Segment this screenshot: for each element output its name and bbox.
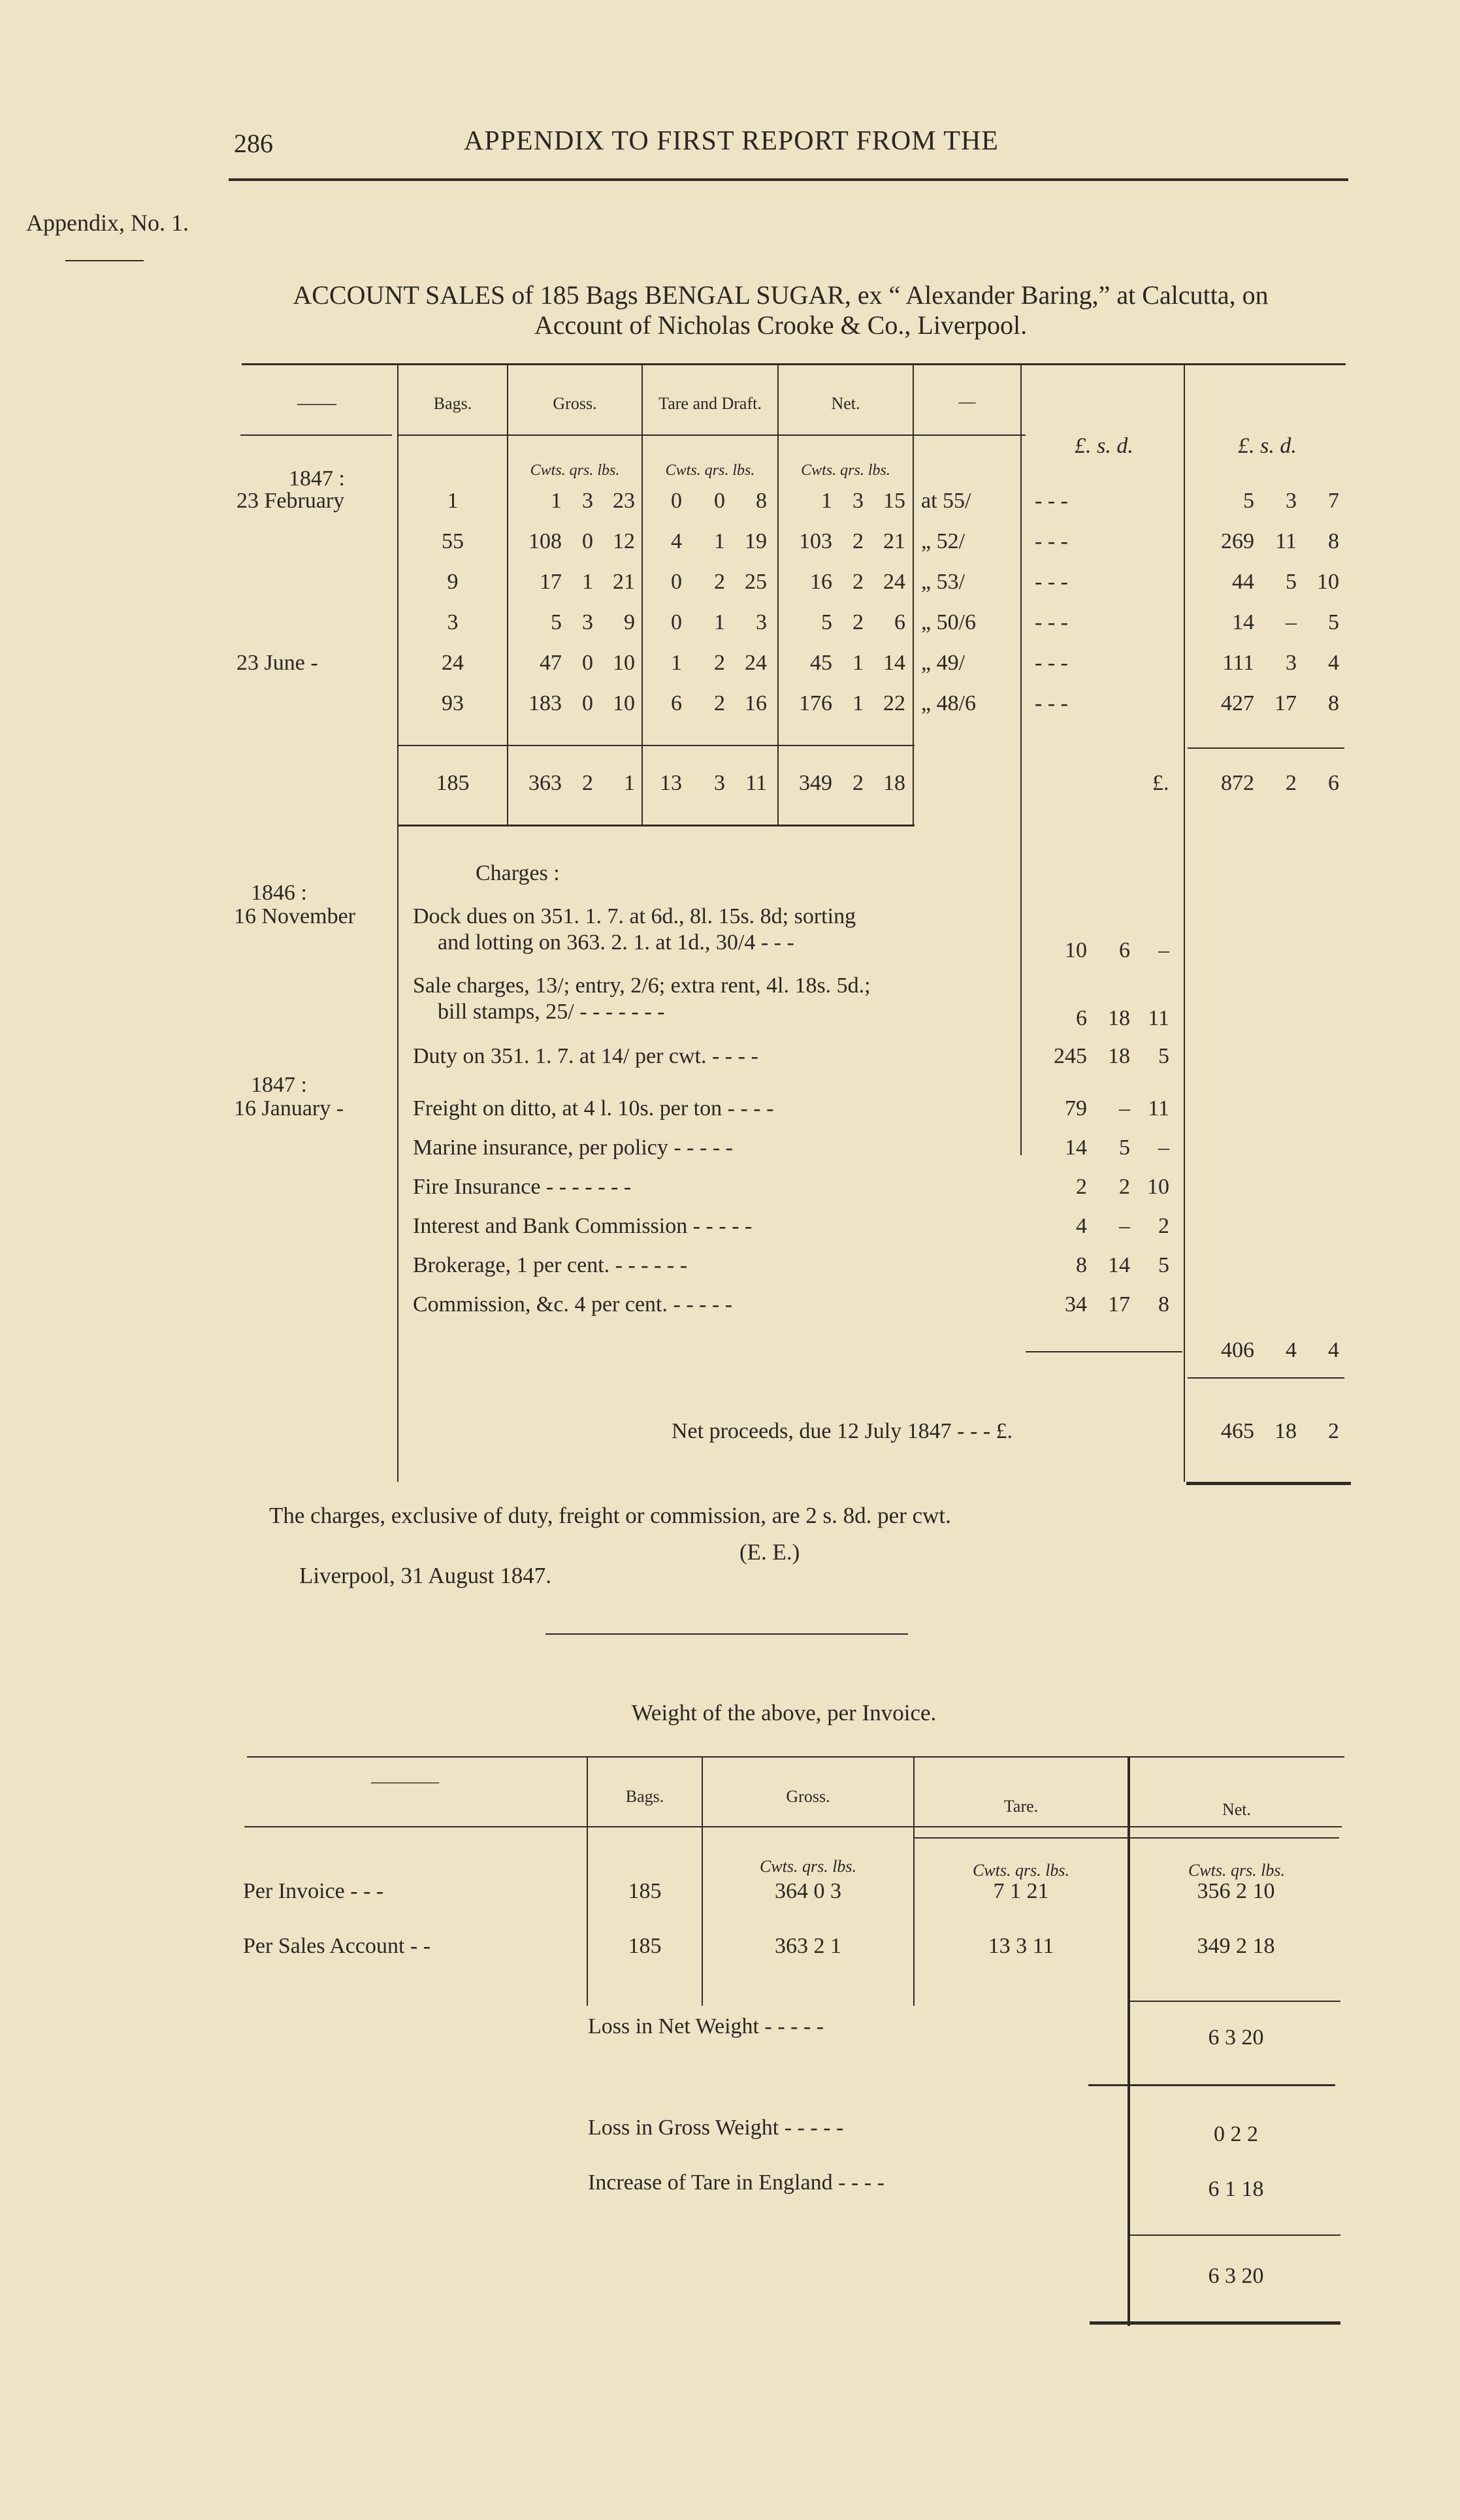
charge-line1: Interest and Bank Commission - - - - -	[413, 1214, 753, 1238]
net-proceeds-label: Net proceeds, due 12 July 1847 - - - £.	[672, 1419, 1013, 1443]
weight-units-tare: Cwts. qrs. lbs.	[972, 1861, 1070, 1880]
final-total-value: 6 3 20	[1208, 2264, 1264, 2288]
col-divider	[641, 365, 643, 825]
loss-net-label: Loss in Net Weight - - - - -	[588, 2014, 824, 2038]
amount-sum-rule	[1188, 747, 1344, 749]
weight-header-dash: ————	[371, 1772, 439, 1791]
charge-line1: Freight on ditto, at 4 l. 10s. per ton - - - -	[413, 1096, 774, 1121]
header-lsd-total: £. s. d.	[1238, 434, 1297, 458]
charge-line1: Sale charges, 13/; entry, 2/6; extra rent, 4l. 18s. 5d.;	[413, 974, 871, 998]
date-col-rule	[240, 434, 392, 436]
row-date: 23 June -	[236, 651, 318, 675]
weight-units-gross: Cwts. qrs. lbs.	[759, 1857, 857, 1876]
charge-date: 16 January -	[234, 1096, 344, 1121]
units-tare: Cwts. qrs. lbs.	[665, 462, 755, 479]
tare-increase-value: 6 1 18	[1208, 2177, 1264, 2201]
net-proceeds-top-rule	[1188, 1377, 1344, 1379]
weight-row-bags: 185	[628, 1879, 662, 1903]
charge-line1: Marine insurance, per policy - - - - -	[413, 1136, 733, 1160]
weight-row-tare: 13 3 11	[988, 1934, 1054, 1958]
section-divider	[545, 1633, 908, 1635]
weight-header-net: Net.	[1222, 1800, 1252, 1819]
weight-row-label: Per Invoice - - -	[243, 1879, 384, 1903]
charge-date-year: 1847 :	[251, 1073, 307, 1097]
row-rate: „ 52/	[921, 529, 965, 553]
place-date: Liverpool, 31 August 1847.	[299, 1563, 551, 1588]
row-bags: 3	[447, 610, 459, 634]
row-dashes: - - -	[1035, 570, 1068, 594]
row-rate: „ 53/	[921, 570, 965, 594]
account-title-line2: Account of Nicholas Crooke & Co., Liverpool.	[534, 310, 1028, 340]
row-dashes: - - -	[1035, 610, 1068, 634]
appendix-underline	[65, 260, 144, 261]
header-net: Net.	[831, 394, 860, 413]
row-dashes: - - -	[1035, 489, 1068, 513]
quantity-bottom-rule	[398, 825, 915, 826]
loss-gross-value: 0 2 2	[1214, 2122, 1258, 2146]
weight-row-gross: 363 2 1	[775, 1934, 841, 1958]
weight-header-tare: Tare.	[1003, 1797, 1039, 1816]
net-proceeds-double-rule	[1186, 1482, 1351, 1485]
final-sum-rule	[1129, 2234, 1340, 2236]
charge-line1: Brokerage, 1 per cent. - - - - - -	[413, 1253, 688, 1277]
quantity-header-rule	[398, 434, 1026, 436]
col-divider	[913, 365, 914, 825]
col-divider	[1020, 365, 1022, 1155]
weight-units-net: Cwts. qrs. lbs.	[1188, 1861, 1286, 1880]
charge-line1: Duty on 351. 1. 7. at 14/ per cwt. - - - -	[413, 1044, 758, 1068]
charge-line2: and lotting on 363. 2. 1. at 1d., 30/4 - - -	[438, 930, 794, 955]
header-bags: Bags.	[433, 394, 472, 413]
header-rule	[229, 178, 1348, 181]
col-divider	[507, 365, 508, 825]
col-divider	[1184, 365, 1185, 1482]
weight-tare-net-rule	[915, 1837, 1339, 1839]
row-bags: 24	[442, 651, 464, 675]
header-gross: Gross.	[553, 394, 597, 413]
charges-heading: Charges :	[476, 861, 560, 885]
row-rate: „ 48/6	[921, 691, 977, 715]
row-bags: 1	[447, 489, 459, 513]
loss-net-value: 6 3 20	[1208, 2025, 1264, 2050]
header-dash: ——	[297, 392, 336, 414]
charge-date: 16 November	[234, 904, 356, 928]
row-rate: „ 50/6	[921, 610, 977, 634]
tare-increase-label: Increase of Tare in England - - - -	[588, 2170, 884, 2195]
charge-line1: Commission, &c. 4 per cent. - - - - -	[413, 1292, 733, 1317]
quantity-sum-rule	[398, 745, 915, 746]
charge-date-year: 1846 :	[251, 881, 307, 905]
weight-top-rule	[247, 1756, 1344, 1758]
row-rate: at 55/	[921, 489, 971, 513]
account-title-line1: ACCOUNT SALES of 185 Bags BENGAL SUGAR, ex “ Alexander Baring,” at Calcutta, on	[293, 280, 1269, 310]
row-bags: 55	[442, 529, 464, 553]
final-double-rule	[1090, 2321, 1340, 2325]
weight-row-label: Per Sales Account - -	[243, 1934, 431, 1958]
charge-line1: Fire Insurance - - - - - - -	[413, 1175, 632, 1199]
row-dashes: - - -	[1035, 529, 1068, 553]
weight-row-gross: 364 0 3	[775, 1879, 841, 1903]
weight-net-sum-rule	[1129, 2001, 1340, 2002]
table-top-rule	[242, 363, 1346, 365]
initials: (E. E.)	[739, 1539, 800, 1565]
charges-sum-rule	[1026, 1351, 1182, 1352]
total-bags: 185	[436, 771, 470, 795]
loss-net-rule	[1088, 2084, 1335, 2086]
appendix-label: Appendix, No. 1.	[26, 210, 189, 236]
running-title: APPENDIX TO FIRST REPORT FROM THE	[464, 126, 999, 156]
weight-row-tare: 7 1 21	[993, 1879, 1049, 1903]
row-rate: „ 49/	[921, 651, 965, 675]
units-gross: Cwts. qrs. lbs.	[530, 462, 620, 479]
weight-header-gross: Gross.	[786, 1787, 830, 1806]
row-bags: 9	[447, 570, 459, 594]
weight-title: Weight of the above, per Invoice.	[631, 1700, 937, 1726]
header-rate-dash: —	[958, 392, 976, 411]
row-date-year: 1847 :	[289, 466, 345, 491]
weight-header-bags: Bags.	[625, 1787, 664, 1806]
loss-gross-label: Loss in Gross Weight - - - - -	[588, 2116, 844, 2140]
total-pound-sign: £.	[1152, 771, 1169, 795]
header-lsd-charges: £. s. d.	[1075, 434, 1133, 458]
row-dashes: - - -	[1035, 691, 1068, 715]
weight-row-net: 356 2 10	[1197, 1879, 1275, 1903]
col-divider	[777, 365, 779, 825]
row-dashes: - - -	[1035, 651, 1068, 675]
row-bags: 93	[442, 691, 464, 715]
units-net: Cwts. qrs. lbs.	[801, 462, 890, 479]
header-tare: Tare and Draft.	[658, 394, 762, 413]
page-number: 286	[234, 129, 273, 158]
weight-row-net: 349 2 18	[1197, 1934, 1275, 1958]
charge-line2: bill stamps, 25/ - - - - - - -	[438, 1000, 665, 1024]
weight-header-rule	[244, 1826, 1342, 1827]
charge-line1: Dock dues on 351. 1. 7. at 6d., 8l. 15s. 8d; sorting	[413, 904, 856, 928]
weight-row-bags: 185	[628, 1934, 662, 1958]
row-date: 23 February	[236, 489, 345, 513]
charges-note: The charges, exclusive of duty, freight or commission, are 2 s. 8d. per cwt.	[269, 1503, 951, 1528]
